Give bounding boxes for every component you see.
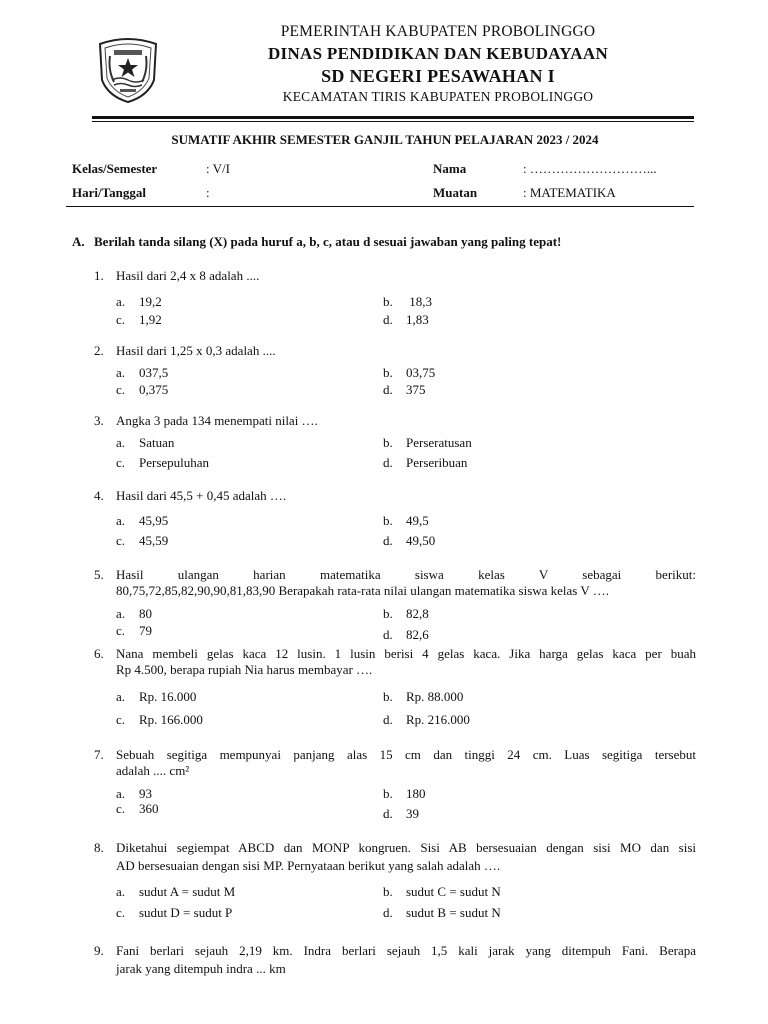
question-number: 4. [94, 488, 104, 503]
option-text: 80 [139, 606, 152, 621]
section-instruction [72, 234, 561, 250]
option-text: 03,75 [406, 365, 436, 380]
section-letter: A. [72, 234, 85, 249]
question-number: 2. [94, 343, 104, 358]
option-text: Perseribuan [406, 455, 468, 470]
nama-label: Nama [433, 161, 467, 176]
option-text: Persepuluhan [139, 455, 210, 470]
option-letter: b. [383, 689, 393, 704]
regency-emblem-icon [96, 36, 160, 104]
hari-label: Hari/Tanggal [72, 185, 146, 200]
option-letter: a. [116, 435, 126, 450]
muatan-value: : MATEMATIKA [523, 185, 616, 200]
option-letter: b. [383, 365, 393, 380]
option-text: Rp. 166.000 [139, 712, 203, 727]
section-instruction-text: Berilah tanda silang (X) pada huruf a, b, c, atau d sesuai jawaban yang paling tepat! [94, 234, 562, 249]
letterhead-school: SD NEGERI PESAWAHAN I [321, 65, 555, 86]
question-number: 8. [94, 840, 104, 855]
option-text: Rp. 216.000 [406, 712, 470, 727]
question-number: 7. [94, 747, 104, 762]
option-text: 0,375 [139, 382, 169, 397]
letterhead-department: DINAS PENDIDIKAN DAN KEBUDAYAAN [267, 43, 609, 63]
option-text: 45,95 [139, 513, 169, 528]
option-text: 1,83 [406, 312, 429, 327]
question-text: Nana membeli gelas kaca 12 lusin. 1 lusin berisi 4 gelas kaca. Jika harga gelas kaca per buah [116, 646, 696, 661]
option-text: Perseratusan [406, 435, 472, 450]
option-letter: a. [116, 513, 126, 528]
question-text: Hasil dari 2,4 x 8 adalah .... [116, 268, 260, 283]
muatan-label: Muatan [433, 185, 478, 200]
option-letter: d. [383, 627, 393, 642]
question-text: Fani berlari sejauh 2,19 km. Indra berlari sejauh 1,5 kali jarak yang ditempuh Fani. Berapa [116, 943, 696, 958]
question-text-line2: 80,75,72,85,82,90,90,81,83,90 Berapakah rata-rata nilai ulangan matematika siswa kelas V …. [116, 583, 610, 598]
option-text: 1,92 [139, 312, 162, 327]
letterhead-government: PEMERINTAH KABUPATEN PROBOLINGGO [280, 23, 596, 40]
option-text: sudut D = sudut P [139, 905, 233, 920]
letterhead [200, 24, 676, 103]
option-letter: a. [116, 294, 126, 309]
option-letter: b. [383, 435, 393, 450]
option-letter: a. [116, 786, 126, 801]
option-text: 39 [406, 806, 419, 821]
exam-title: SUMATIF AKHIR SEMESTER GANJIL TAHUN PELAJARAN 2023 / 2024 [171, 132, 599, 147]
option-text: Rp. 16.000 [139, 689, 197, 704]
option-text: 49,5 [406, 513, 429, 528]
letterhead-district: KECAMATAN TIRIS KABUPATEN PROBOLINGGO [282, 88, 594, 104]
info-rule [66, 206, 694, 207]
hari-value: : [206, 185, 210, 200]
option-letter: a. [116, 606, 126, 621]
question-text: Hasil ulangan harian matematika siswa kelas V sebagai berikut: [116, 567, 696, 582]
letterhead-rule-thin [92, 121, 694, 122]
question-number: 1. [94, 268, 104, 283]
option-letter: b. [383, 606, 393, 621]
option-text: 360 [139, 801, 159, 816]
option-text: 82,6 [406, 627, 429, 642]
option-text: 180 [406, 786, 426, 801]
option-letter: d. [383, 712, 393, 727]
option-letter: c. [116, 801, 126, 816]
option-text: 49,50 [406, 533, 436, 548]
option-letter: d. [383, 806, 393, 821]
option-text: 79 [139, 623, 152, 638]
question-text-line2: jarak yang ditempuh indra ... km [116, 961, 286, 976]
question-text: Angka 3 pada 134 menempati nilai …. [116, 413, 318, 428]
question-text: Sebuah segitiga mempunyai panjang alas 15 cm dan tinggi 24 cm. Luas segitiga tersebut [116, 747, 696, 762]
option-letter: d. [383, 455, 393, 470]
option-text: sudut B = sudut N [406, 905, 501, 920]
option-letter: b. [383, 786, 393, 801]
option-letter: c. [116, 533, 126, 548]
option-text: 037,5 [139, 365, 169, 380]
letterhead-rule-thick [92, 116, 694, 119]
option-text: Satuan [139, 435, 175, 450]
option-text: 45,59 [139, 533, 169, 548]
option-letter: d. [383, 533, 393, 548]
option-letter: b. [383, 513, 393, 528]
question-number: 5. [94, 567, 104, 582]
option-letter: c. [116, 455, 126, 470]
option-letter: d. [383, 312, 393, 327]
question-number: 9. [94, 943, 104, 958]
option-text: Rp. 88.000 [406, 689, 464, 704]
option-letter: c. [116, 712, 126, 727]
option-text: 93 [139, 786, 152, 801]
question-text-line2: adalah .... cm² [116, 763, 190, 778]
question-text: Hasil dari 1,25 x 0,3 adalah .... [116, 343, 276, 358]
question-number: 6. [94, 646, 104, 661]
question-text-line2: AD bersesuaian dengan sisi MP. Pernyataan berikut yang salah adalah …. [116, 858, 501, 873]
option-letter: a. [116, 365, 126, 380]
option-letter: c. [116, 905, 126, 920]
option-text: sudut A = sudut M [139, 884, 236, 899]
question-text: Hasil dari 45,5 + 0,45 adalah …. [116, 488, 287, 503]
option-letter: c. [116, 382, 126, 397]
option-text: 18,3 [406, 294, 432, 309]
option-letter: d. [383, 382, 393, 397]
option-letter: c. [116, 623, 126, 638]
kelas-value: : V/I [206, 161, 230, 176]
option-letter: c. [116, 312, 126, 327]
option-text: sudut C = sudut N [406, 884, 501, 899]
option-letter: b. [383, 294, 393, 309]
kelas-label: Kelas/Semester [72, 161, 158, 176]
option-text: 19,2 [139, 294, 162, 309]
question-number: 3. [94, 413, 104, 428]
option-text: 82,8 [406, 606, 429, 621]
option-letter: a. [116, 689, 126, 704]
nama-value: : ………………………... [523, 161, 657, 176]
option-letter: a. [116, 884, 126, 899]
option-text: 375 [406, 382, 426, 397]
option-letter: b. [383, 884, 393, 899]
question-text-line2: Rp 4.500, berapa rupiah Nia harus membayar …. [116, 662, 373, 677]
question-text: Diketahui segiempat ABCD dan MONP kongruen. Sisi AB bersesuaian dengan sisi MO dan sisi [116, 840, 696, 855]
option-letter: d. [383, 905, 393, 920]
